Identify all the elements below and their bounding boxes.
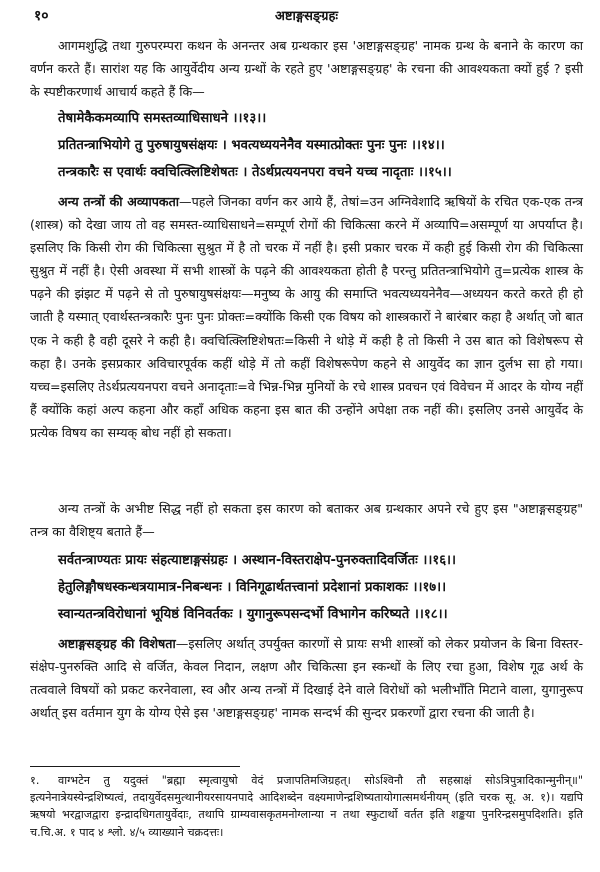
running-title: अष्टाङ्गसङ्ग्रहः [274,9,339,24]
speciality-heading: अष्टाङ्गसङ्ग्रह की विशेषता [58,636,176,651]
commentary-text: —पहले जिनका वर्णन कर आये हैं, तेषां=उन अग्निवेशादि ऋषियों के रचित एक-एक तन्त्र (शास्त्र) को देखा जाय तो वह समस्त-व्याधिसाधने=सम्पूर्ण रोगों की चिकित्सा करने में अव्यापि=असम्पूर्ण या अपर्याप्त है। इसलिए कि किसी रोग की चिकित्सा सुश्रुत में है तो चरक में नहीं है। इसी प्रकार चरक में कही हुई किसी रोग की चिकित्सा सुश्रुत में नहीं है। ऐसी अवस्था में सभी शास्त्रों के पढ़ने की आवश्यकता होती है परन्तु प्रतितन्त्राभियोगे तु=प्रत्येक शास्त्र के पढ़ने की झंझट में पढ़ने से तो पुरुषायुषसंक्षयः—मनुष्य के आयु की समाप्ति भवत्यध्ययनेनैव—अध्ययन करते करते ही हो जाती है यस्मात् एवार्थस्तन्त्रकारैः पुनः पुनः प्रोक्तः=क्योंकि किसी एक विषय को शास्त्रकारों ने बारंबार कहा है अर्थात् जो बात एक ने कही है वही दूसरे ने कही है। क्वचित्क्लिष्टिशेषतः=किसी ने थोड़े में कही है तो किसी ने उस बात को विशेषरूप से कहा है। उनके इसप्रकार अविचारपूर्वक कहीं थोड़े में तो कहीं विशेषरूपेण कहने से आयुर्वेद का ज्ञान दुर्लभ सा हो गया। यच्च=इसलिए तेऽर्थप्रत्ययनपरा वचने अनादृताः=वे भिन्न-भिन्न मुनियों के रचे शास्त्र प्रवचन एवं विवेचन में आदर के योग्य नहीं हैं क्योंकि कहां अल्प कहना और कहाँ अधिक कहना इस बात की उन्होंने अपेक्षा तक नहीं की। इसलिए उनसे आयुर्वेद के प्रत्येक विषय का सम्यक् बोध नहीं हो सकता। [30,194,583,440]
page-number: १० [34,8,49,24]
footnote-divider [30,766,240,767]
verse-15: तन्त्रकारैः स एवार्थः क्वचित्क्लिष्टिशेषतः । तेऽर्थप्रत्ययनपरा वचने यच्च नादृताः ।।१५।। [58,165,452,180]
page-header [30,6,583,28]
verse-17: हेतुलिङ्गौषधस्कन्धत्रयामात्र-निबन्धनः । विनिगूढार्थतत्त्वानां प्रदेशानां प्रकाशकः ।।१७।। [58,580,447,595]
footnote-text: वाग्भटेन तु यदुक्तं "ब्रह्मा स्मृत्वायुषो वेदं प्रजापतिमजिग्रहत्। सोऽश्विनौ तौ सहस्राक्षं सोऽत्रिपुत्रादिकान्मुनीन्॥" इत्यनेनात्रेयस्येन्द्रशिष्यत्वं, तदायुर्वेदसमुत्थानीयरसायनपादे आदिशब्देन वक्ष्यमाणेन्द्रशिष्यतायोगात्समर्थनीयम् (इति चरक सू. अ. १)। यद्यपि ऋषयो भरद्वाजद्वारा इन्द्रादधिगतायुर्वेदाः, तथापि ग्राम्यवासकृतमनोग्लान्या न तथा स्फुटार्थो वर्तत इति शङ्कया पुनरिन्द्रसमुपदिशति। इति च.चि.अ. १ पाद ४ श्लो. ४/५ व्याख्याने चक्रदत्तः। [30,774,583,839]
verse-14: प्रतितन्त्राभियोगे तु पुरुषायुषसंक्षयः । भवत्यध्ययनेनैव यस्मात्प्रोक्तः पुनः पुनः ।।१४।। [58,138,445,153]
footnote-number: १. [30,774,40,787]
commentary-paragraph [30,190,583,444]
verse-16: सर्वतन्त्राण्यतः प्रायः संहत्याष्टाङ्गसंग्रहः । अस्थान-विस्तराक्षेप-पुनरुक्तादिवर्जितः ।।१६।। [58,553,457,568]
speciality-text: —इसलिए अर्थात् उपर्युक्त कारणों से प्रायः सभी शास्त्रों को लेकर प्रयोजन के बिना विस्तर-संक्षेप-पुनरुक्ति आदि से वर्जित, केवल निदान, लक्षण और चिकित्सा इन स्कन्धों के लिए रचा हुआ, विशेष गूढ अर्थ के तत्ववाले विषयों को प्रकट करनेवाला, स्व और अन्य तन्त्रों में दिखाई देने वाले विरोधों को भलीभाँति मिटाने वाला, युगानुरूप अर्थात् इस वर्तमान युग के योग्य ऐसे इस 'अष्टाङ्गसङ्ग्रह' नामक सन्दर्भ की सुन्दर प्रकरणों द्वारा रचना की जाती है। [30,636,583,721]
verse-13: तेषामेकैकमव्यापि समस्तव्याधिसाधने ।।१३।। [58,111,267,126]
footnote [30,772,583,841]
intro-paragraph: आगमशुद्धि तथा गुरुपरम्परा कथन के अनन्तर अब ग्रन्थकार इस 'अष्टाङ्गसङ्ग्रह' नामक ग्रन्थ के बनाने के कारण का वर्णन करते हैं। सारांश यह कि आयुर्वेदीय अन्य ग्रन्थों के रहते हुए 'अष्टाङ्गसङ्ग्रह' के रचना की आवश्यकता क्यों हुई ? इसी के स्पष्टीकरणार्थ आचार्य कहते हैं कि— [30,38,583,100]
transition-paragraph: अन्य तन्त्रों के अभीष्ट सिद्ध नहीं हो सकता इस कारण को बताकर अब ग्रन्थकार अपने रचे हुए इस "अष्टाङ्गसङ्ग्रह" तन्त्र का वैशिष्ट्य बताते हैं— [30,501,583,540]
speciality-paragraph [30,632,583,724]
verse-18: स्वान्यतन्त्रविरोधानां भूयिष्ठं विनिवर्तकः । युगानुरूपसन्दर्भो विभागेन करिष्यते ।।१८।। [58,607,448,622]
commentary-heading: अन्य तन्त्रों की अव्यापकता [58,194,180,209]
